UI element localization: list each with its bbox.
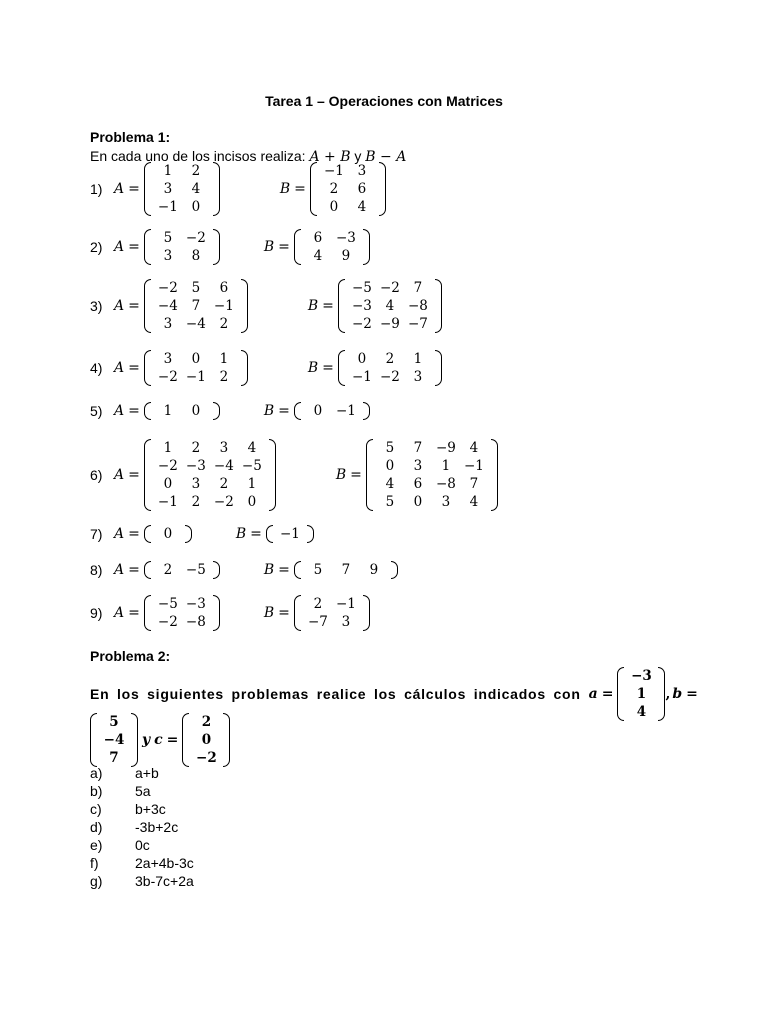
- matrix-entry: 3: [219, 440, 229, 456]
- intro-math-diff: B − A: [365, 149, 407, 165]
- left-paren: [338, 350, 345, 386]
- exercise-number: 7): [90, 526, 103, 542]
- left-paren: [617, 667, 624, 721]
- matrix-entry: −4: [185, 316, 206, 332]
- matrix-entry: −2: [157, 614, 178, 630]
- left-paren: [144, 279, 151, 333]
- column-vector: [182, 713, 230, 767]
- matrix-entry: 7: [413, 440, 423, 456]
- left-paren: [310, 162, 317, 216]
- matrix-b-symbol: B: [263, 562, 275, 578]
- matrix-a: [144, 350, 248, 386]
- equals-sign: =: [322, 360, 334, 376]
- equals-sign: =: [294, 181, 306, 197]
- equals-sign: =: [128, 360, 140, 376]
- matrix-entry: 5: [109, 714, 119, 730]
- matrix-entry: 5: [385, 494, 395, 510]
- right-paren: [363, 402, 370, 420]
- matrix-a: [144, 595, 220, 631]
- matrix-entry: 5: [385, 440, 395, 456]
- exercise-6: [90, 439, 498, 511]
- right-paren: [435, 350, 442, 386]
- matrix-entry: 0: [357, 351, 367, 367]
- left-paren: [182, 713, 189, 767]
- matrix-entry: 2: [219, 476, 229, 492]
- equals-sign: =: [128, 403, 140, 419]
- equals-sign: =: [278, 239, 290, 255]
- matrix-a-symbol: A: [114, 605, 125, 621]
- matrix-entry: −4: [103, 732, 125, 748]
- vector-c: [182, 713, 230, 767]
- matrix-entry: 1: [413, 351, 423, 367]
- comma: ,: [665, 686, 671, 702]
- matrix-entry: −5: [185, 562, 206, 578]
- matrix-entry: 0: [191, 351, 201, 367]
- problem-2-heading: Problema 2:: [90, 648, 171, 664]
- matrix-b: [294, 229, 370, 265]
- matrix-entry: 0: [191, 199, 201, 215]
- matrix-entry: −8: [435, 476, 456, 492]
- matrix-b-symbol: B: [335, 467, 347, 483]
- operation-item: [90, 836, 194, 854]
- matrix-entry: −1: [323, 163, 344, 179]
- matrix-entry: 1: [163, 440, 173, 456]
- matrix-b: [294, 561, 398, 579]
- matrix-entry: 6: [413, 476, 423, 492]
- matrix-entry: 2: [191, 494, 201, 510]
- matrix-entry: −2: [379, 369, 400, 385]
- right-paren: [363, 595, 370, 631]
- right-paren: [213, 162, 220, 216]
- matrix-entry: −7: [307, 614, 328, 630]
- exercise-number: 1): [90, 181, 103, 197]
- equals-sign: =: [128, 467, 140, 483]
- matrix-entry: 1: [163, 403, 173, 419]
- matrix-entry: −3: [185, 596, 206, 612]
- matrix-b-symbol: B: [307, 360, 319, 376]
- matrix-entry: −2: [157, 458, 178, 474]
- operations-list: [90, 764, 194, 890]
- matrix-entry: −2: [379, 280, 400, 296]
- equals-sign: =: [686, 686, 698, 702]
- right-paren: [491, 439, 498, 511]
- matrix-b: [366, 439, 498, 511]
- matrix-entry: −8: [407, 298, 428, 314]
- operation-item: [90, 764, 194, 782]
- matrix-entry: −4: [157, 298, 178, 314]
- right-paren: [213, 561, 220, 579]
- left-paren: [144, 595, 151, 631]
- matrix-entry: 2: [191, 163, 201, 179]
- matrix-b: [266, 525, 314, 543]
- exercise-number: 9): [90, 605, 103, 621]
- equals-sign: =: [278, 605, 290, 621]
- matrix-entry: 4: [191, 181, 201, 197]
- matrix-a: [144, 162, 220, 216]
- matrix-entry: 4: [385, 476, 395, 492]
- exercise-7: [90, 525, 314, 543]
- equals-sign: =: [278, 562, 290, 578]
- matrix-entry: −8: [185, 614, 206, 630]
- left-paren: [338, 279, 345, 333]
- matrix-entry: 6: [313, 230, 323, 246]
- matrix-entry: 9: [369, 562, 379, 578]
- matrix-entry: 2: [201, 714, 212, 730]
- matrix-entry: 2: [163, 562, 173, 578]
- matrix-entry: 0: [163, 526, 173, 542]
- matrix-entry: 4: [357, 199, 367, 215]
- matrix-a: [144, 229, 220, 265]
- matrix-entry: −3: [351, 298, 372, 314]
- matrix-entry: 4: [469, 440, 479, 456]
- matrix-entry: 7: [109, 750, 119, 766]
- matrix-a-symbol: A: [114, 181, 125, 197]
- matrix-entry: −2: [196, 750, 217, 766]
- matrix-entry: 3: [357, 163, 367, 179]
- matrix-entry: 3: [163, 248, 173, 264]
- equals-sign: =: [128, 298, 140, 314]
- right-paren: [131, 713, 138, 767]
- matrix-entry: 1: [247, 476, 257, 492]
- matrix-entry: 3: [441, 494, 451, 510]
- matrix-a: [144, 525, 192, 543]
- matrix-entry: 3: [163, 351, 173, 367]
- matrix-a-symbol: A: [114, 239, 125, 255]
- matrix-entry: −3: [185, 458, 206, 474]
- matrix-entry: 4: [313, 248, 323, 264]
- vector-b-symbol: b: [672, 686, 683, 702]
- matrix-entry: −1: [157, 494, 178, 510]
- matrix-entry: 0: [201, 732, 212, 748]
- matrix-entry: −1: [157, 199, 178, 215]
- operation-label: g): [90, 873, 103, 889]
- operation-item: [90, 854, 194, 872]
- matrix-a: [144, 561, 220, 579]
- matrix-entry: 7: [191, 298, 201, 314]
- right-paren: [379, 162, 386, 216]
- matrix-entry: 3: [163, 316, 173, 332]
- matrix-entry: −4: [213, 458, 234, 474]
- problem-1-heading: Problema 1:: [90, 129, 171, 145]
- exercise-1: [90, 162, 386, 216]
- matrix-b: [310, 162, 386, 216]
- exercise-number: 8): [90, 562, 103, 578]
- matrix-entry: 3: [413, 458, 423, 474]
- document-title: Tarea 1 – Operaciones con Matrices: [265, 93, 503, 109]
- operation-label: b): [90, 783, 103, 799]
- matrix-entry: 2: [313, 596, 323, 612]
- equals-sign: =: [128, 526, 140, 542]
- exercise-number: 5): [90, 403, 103, 419]
- matrix-entry: −1: [185, 369, 206, 385]
- right-paren: [223, 713, 230, 767]
- matrix-entry: 2: [329, 181, 339, 197]
- matrix-entry: −2: [157, 280, 178, 296]
- matrix-entry: 2: [191, 440, 201, 456]
- matrix-entry: 7: [341, 562, 351, 578]
- matrix-b: [338, 350, 442, 386]
- operation-expression: -3b+2c: [135, 819, 179, 835]
- matrix-entry: 2: [385, 351, 395, 367]
- operation-item: [90, 782, 194, 800]
- matrix-entry: 0: [329, 199, 339, 215]
- matrix-entry: 5: [313, 562, 323, 578]
- right-paren: [213, 595, 220, 631]
- operation-expression: 3b-7c+2a: [135, 873, 194, 889]
- operation-label: e): [90, 837, 103, 853]
- matrix-entry: −2: [157, 369, 178, 385]
- matrix-a-symbol: A: [114, 467, 125, 483]
- right-paren: [185, 525, 192, 543]
- operation-expression: 5a: [135, 783, 151, 799]
- left-paren: [144, 229, 151, 265]
- operation-expression: 0c: [135, 837, 150, 853]
- matrix-entry: 3: [413, 369, 423, 385]
- right-paren: [241, 279, 248, 333]
- exercise-3: [90, 279, 442, 333]
- equals-sign: =: [128, 605, 140, 621]
- matrix-entry: 6: [219, 280, 229, 296]
- matrix-a-symbol: A: [114, 562, 125, 578]
- matrix-entry: −1: [351, 369, 372, 385]
- operation-item: [90, 800, 194, 818]
- matrix-b-symbol: B: [263, 403, 275, 419]
- right-paren: [241, 350, 248, 386]
- exercise-9: [90, 595, 370, 631]
- matrix-entry: −2: [213, 494, 234, 510]
- matrix-b-symbol: B: [307, 298, 319, 314]
- matrix-entry: 1: [441, 458, 451, 474]
- equals-sign: =: [601, 686, 614, 702]
- operation-label: d): [90, 819, 103, 835]
- left-paren: [294, 561, 301, 579]
- matrix-entry: −5: [157, 596, 178, 612]
- matrix-entry: 0: [385, 458, 395, 474]
- matrix-entry: −3: [335, 230, 356, 246]
- matrix-entry: −9: [435, 440, 456, 456]
- left-paren: [144, 162, 151, 216]
- left-paren: [266, 525, 273, 543]
- matrix-b-symbol: B: [235, 526, 247, 542]
- matrix-entry: 2: [219, 369, 229, 385]
- exercise-5: [90, 402, 370, 420]
- matrix-entry: 0: [313, 403, 323, 419]
- intro-and: y: [354, 148, 362, 164]
- matrix-b-symbol: B: [263, 605, 275, 621]
- right-paren: [213, 402, 220, 420]
- matrix-entry: 1: [219, 351, 229, 367]
- matrix-entry: 0: [191, 403, 201, 419]
- matrix-a-symbol: A: [114, 526, 125, 542]
- matrix-entry: −2: [351, 316, 372, 332]
- left-paren: [144, 561, 151, 579]
- matrix-entry: 0: [247, 494, 257, 510]
- matrix-entry: 0: [413, 494, 423, 510]
- vector-b: [90, 713, 138, 767]
- column-vector: [90, 713, 138, 767]
- equals-sign: =: [322, 298, 334, 314]
- matrix-entry: 4: [636, 704, 647, 720]
- equals-sign: =: [350, 467, 362, 483]
- matrix-entry: 4: [247, 440, 257, 456]
- matrix-entry: 6: [357, 181, 367, 197]
- matrix-entry: 7: [413, 280, 423, 296]
- matrix-entry: 1: [163, 163, 173, 179]
- matrix-b-symbol: B: [263, 239, 275, 255]
- equals-sign: =: [250, 526, 262, 542]
- intro-math-sum: A + B: [309, 149, 351, 165]
- matrix-entry: 8: [191, 248, 201, 264]
- left-paren: [144, 350, 151, 386]
- matrix-entry: 2: [219, 316, 229, 332]
- right-paren: [213, 229, 220, 265]
- matrix-entry: −2: [185, 230, 206, 246]
- problem-2-vectors: [90, 713, 230, 767]
- matrix-entry: 4: [385, 298, 395, 314]
- operation-label: c): [90, 801, 102, 817]
- matrix-entry: −5: [241, 458, 262, 474]
- matrix-entry: 5: [163, 230, 173, 246]
- left-paren: [144, 525, 151, 543]
- left-paren: [144, 439, 151, 511]
- matrix-entry: −1: [279, 526, 300, 542]
- matrix-a: [144, 279, 248, 333]
- matrix-a: [144, 402, 220, 420]
- operation-item: [90, 872, 194, 890]
- exercise-number: 6): [90, 467, 103, 483]
- matrix-entry: 4: [469, 494, 479, 510]
- matrix-a-symbol: A: [114, 360, 125, 376]
- matrix-b: [294, 595, 370, 631]
- operation-expression: 2a+4b-3c: [135, 855, 194, 871]
- matrix-a-symbol: A: [114, 298, 125, 314]
- exercise-number: 2): [90, 239, 103, 255]
- matrix-b-symbol: B: [279, 181, 291, 197]
- equals-sign: =: [278, 403, 290, 419]
- left-paren: [366, 439, 373, 511]
- left-paren: [294, 229, 301, 265]
- left-paren: [144, 402, 151, 420]
- matrix-entry: −1: [213, 298, 234, 314]
- matrix-entry: −1: [463, 458, 484, 474]
- vector-a: [617, 667, 665, 721]
- equals-sign: =: [128, 562, 140, 578]
- equals-sign: =: [128, 181, 140, 197]
- right-paren: [307, 525, 314, 543]
- left-paren: [294, 595, 301, 631]
- operation-expression: b+3c: [135, 801, 166, 817]
- right-paren: [363, 229, 370, 265]
- right-paren: [435, 279, 442, 333]
- problem-2-intro-text: En los siguientes problemas realice los cálculos indicados con: [90, 686, 581, 702]
- matrix-entry: 3: [341, 614, 351, 630]
- matrix-a: [144, 439, 276, 511]
- exercise-2: [90, 229, 370, 265]
- right-paren: [269, 439, 276, 511]
- equals-sign: =: [128, 239, 140, 255]
- operation-label: a): [90, 765, 103, 781]
- matrix-entry: 3: [163, 181, 173, 197]
- right-paren: [391, 561, 398, 579]
- matrix-entry: −7: [407, 316, 428, 332]
- matrix-entry: 0: [163, 476, 173, 492]
- matrix-b: [338, 279, 442, 333]
- exercise-4: [90, 350, 442, 386]
- matrix-entry: 3: [191, 476, 201, 492]
- vector-c-symbol: c: [154, 732, 163, 748]
- equals-sign: =: [166, 732, 179, 748]
- and-text: y: [142, 732, 151, 748]
- exercise-number: 3): [90, 298, 103, 314]
- matrix-entry: −1: [335, 403, 356, 419]
- matrix-entry: 1: [636, 686, 647, 702]
- column-vector: [617, 667, 665, 721]
- matrix-entry: −5: [351, 280, 372, 296]
- right-paren: [658, 667, 665, 721]
- operation-item: [90, 818, 194, 836]
- matrix-b: [294, 402, 370, 420]
- matrix-entry: 7: [469, 476, 479, 492]
- intro-text: En cada uno de los incisos realiza:: [90, 148, 306, 164]
- matrix-entry: −3: [631, 668, 652, 684]
- left-paren: [90, 713, 97, 767]
- exercise-number: 4): [90, 360, 103, 376]
- left-paren: [294, 402, 301, 420]
- matrix-a-symbol: A: [114, 403, 125, 419]
- matrix-entry: −1: [335, 596, 356, 612]
- matrix-entry: 9: [341, 248, 351, 264]
- matrix-entry: 5: [191, 280, 201, 296]
- operation-expression: a+b: [135, 765, 159, 781]
- vector-a-symbol: a: [588, 686, 598, 702]
- matrix-entry: −9: [379, 316, 400, 332]
- operation-label: f): [90, 855, 99, 871]
- exercise-8: [90, 561, 398, 579]
